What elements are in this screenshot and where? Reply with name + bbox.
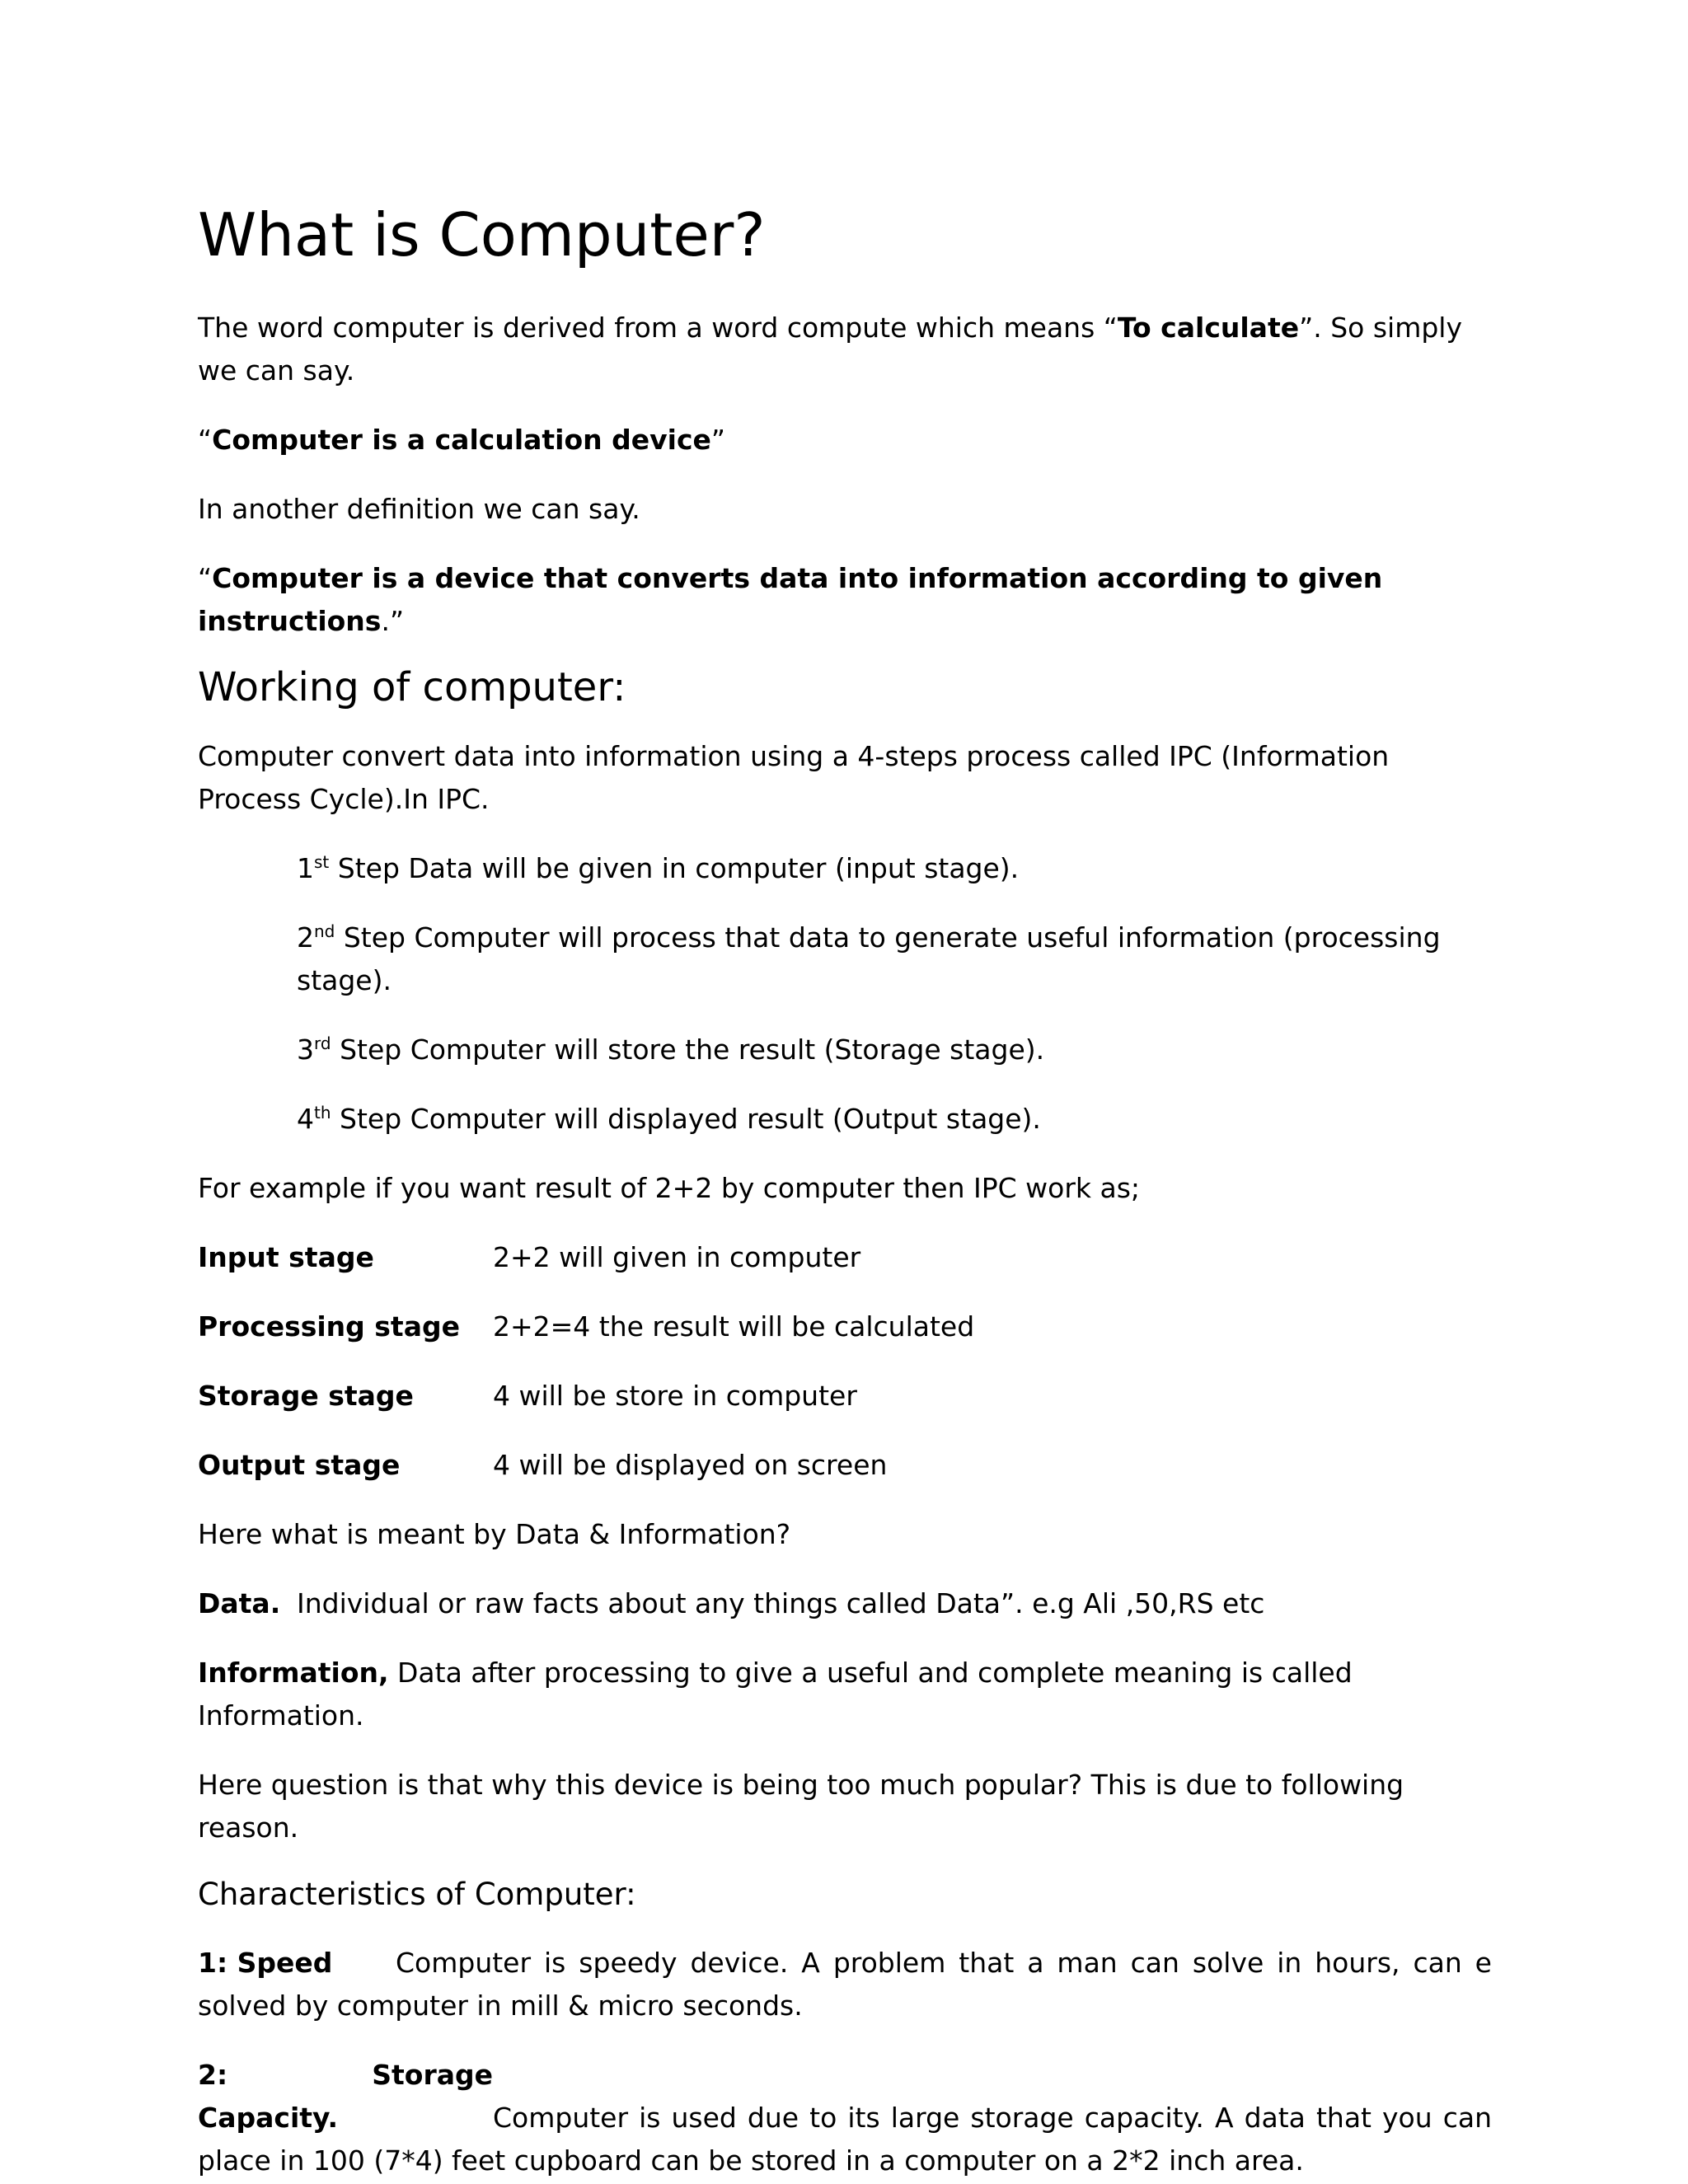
data-definition — [198, 1582, 1492, 1625]
stage-row — [198, 1236, 1492, 1279]
information-definition-label: Information, — [198, 1657, 389, 1689]
ipc-steps-list — [198, 847, 1492, 1141]
step-ordinal-suffix: st — [314, 852, 330, 872]
page-title: What is Computer? — [198, 200, 766, 269]
information-definition — [198, 1652, 1492, 1737]
stage-table — [198, 1236, 1492, 1487]
definition-two-open-quote: “ — [198, 562, 213, 594]
stage-label: Output stage — [198, 1449, 401, 1481]
ipc-step — [297, 1029, 1492, 1071]
working-heading: Working of computer: — [198, 664, 626, 710]
popularity-question: Here question is that why this device is being too much popular? This is due to following reason. — [198, 1769, 1404, 1844]
stage-description: 4 will be store in computer — [493, 1380, 857, 1412]
stage-row — [198, 1305, 1492, 1348]
step-number: 4 — [297, 1103, 314, 1135]
step-ordinal-suffix: nd — [314, 921, 335, 941]
characteristic-label: 2: Storage Capacity. — [198, 2059, 493, 2134]
stage-label: Input stage — [198, 1241, 374, 1273]
definition-one-open-quote: “ — [198, 424, 213, 456]
definition-two-text: Computer is a device that converts data into information according to given instructions — [198, 562, 1383, 637]
intro-paragraph — [198, 307, 1492, 392]
definition-two-close-quote: .” — [381, 605, 405, 637]
stage-description: 2+2=4 the result will be calculated — [493, 1310, 975, 1343]
step-text: Step Data will be given in computer (input stage). — [329, 852, 1020, 884]
ipc-step — [297, 916, 1492, 1002]
intro-text-end: ”. So simply we can say. — [198, 312, 1462, 387]
step-number: 1 — [297, 852, 314, 884]
information-definition-text: Data after processing to give a useful and complete meaning is called Information. — [198, 1657, 1353, 1732]
ipc-step — [297, 1098, 1492, 1141]
stage-row — [198, 1375, 1492, 1418]
definition-intro: In another definition we can say. — [198, 493, 640, 525]
data-question: Here what is meant by Data & Information? — [198, 1518, 791, 1550]
step-text: Step Computer will process that data to generate useful information (processing stage). — [297, 921, 1441, 996]
stage-description: 2+2 will given in computer — [493, 1241, 861, 1273]
data-definition-label: Data. — [198, 1587, 281, 1619]
stage-label: Storage stage — [198, 1380, 414, 1412]
characteristic-speed — [198, 1942, 1492, 2027]
definition-one — [198, 419, 1492, 462]
stage-row — [198, 1444, 1492, 1487]
step-ordinal-suffix: th — [314, 1103, 331, 1122]
intro-text-start: The word computer is derived from a word compute which means “ — [198, 312, 1118, 344]
definition-two — [198, 557, 1492, 643]
stage-label: Processing stage — [198, 1310, 460, 1343]
intro-bold-term: To calculate — [1117, 312, 1300, 344]
step-number: 3 — [297, 1033, 314, 1066]
characteristics-heading: Characteristics of Computer: — [198, 1877, 636, 1912]
step-number: 2 — [297, 921, 314, 954]
step-text: Step Computer will store the result (Storage stage). — [331, 1033, 1045, 1066]
data-definition-text: Individual or raw facts about any things called Data”. e.g Ali ,50,RS etc — [297, 1587, 1265, 1619]
document-body — [198, 198, 1492, 2182]
characteristic-storage — [198, 2054, 1492, 2182]
definition-one-text: Computer is a calculation device — [212, 424, 711, 456]
stage-description: 4 will be displayed on screen — [493, 1449, 888, 1481]
ipc-step — [297, 847, 1492, 890]
working-paragraph: Computer convert data into information using a 4-steps process called IPC (Information Process Cycle).In IPC. — [198, 740, 1390, 815]
example-intro: For example if you want result of 2+2 by computer then IPC work as; — [198, 1172, 1141, 1204]
characteristic-label: 1: Speed — [198, 1947, 333, 1979]
step-text: Step Computer will displayed result (Output stage). — [331, 1103, 1041, 1135]
step-ordinal-suffix: rd — [314, 1033, 331, 1053]
definition-one-close-quote: ” — [710, 424, 726, 456]
characteristic-text: Computer is used due to its large storage capacity. A data that you can place in 100 (7*4) feet cupboard can be stored in a computer on a 2*2 inch area. — [198, 2102, 1492, 2177]
characteristic-text: Computer is speedy device. A problem that a man can solve in hours, can e solved by computer in mill & micro seconds. — [198, 1947, 1492, 2022]
